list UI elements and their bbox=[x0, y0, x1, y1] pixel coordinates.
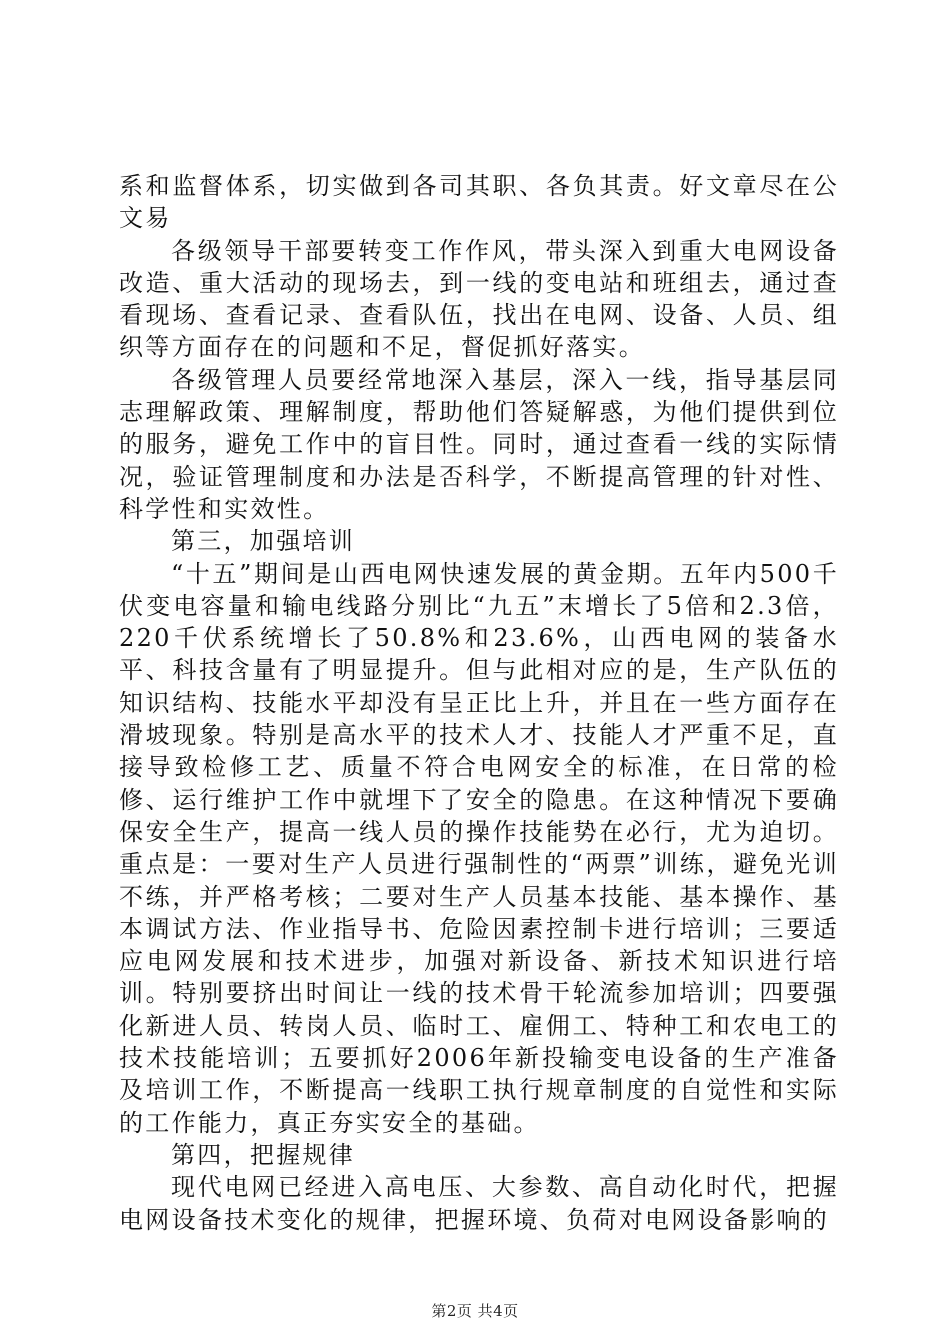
paragraph-2: 各级领导干部要转变工作作风，带头深入到重大电网设备改造、重大活动的现场去，到一线的变电站和班组去，通过查看现场、查看记录、查看队伍，找出在电网、设备、人员、组织等方面存在的问题和不足，督促抓好落实。 bbox=[119, 236, 839, 362]
section-heading-3: 第三，加强培训 bbox=[171, 527, 356, 556]
document-body bbox=[119, 170, 839, 1236]
section-heading-4: 第四，把握规律 bbox=[171, 1140, 356, 1169]
paragraph-4: “十五”期间是山西电网快速发展的黄金期。五年内500千伏变电容量和输电线路分别比“九五”末增长了5倍和2.3倍，220千伏系统增长了50.8%和23.6%，山西电网的装备水平、科技含量有了明显提升。但与此相对应的是，生产队伍的知识结构、技能水平却没有呈正比上升，并且在一些方面存在滑坡现象。特别是高水平的技术人才、技能人才严重不足，直接导致检修工艺、质量不符合电网安全的标准，在日常的检修、运行维护工作中就埋下了安全的隐患。在这种情况下要确保安全生产，提高一线人员的操作技能势在必行，尤为迫切。重点是：一要对生产人员进行强制性的“两票”训练，避免光训不练，并严格考核；二要对生产人员基本技能、基本操作、基本调试方法、作业指导书、危险因素控制卡进行培训；三要适应电网发展和技术进步，加强对新设备、新技术知识进行培训。特别要挤出时间让一线的技术骨干轮流参加培训；四要强化新进人员、转岗人员、临时工、雇佣工、特种工和农电工的技术技能培训；五要抓好2006年新投输变电设备的生产准备及培训工作，不断提高一线职工执行规章制度的自觉性和实际的工作能力，真正夯实安全的基础。 bbox=[119, 559, 839, 1137]
paragraph-3: 各级管理人员要经常地深入基层，深入一线，指导基层同志理解政策、理解制度，帮助他们答疑解惑，为他们提供到位的服务，避免工作中的盲目性。同时，通过查看一线的实际情况，验证管理制度和办法是否科学，不断提高管理的针对性、科学性和实效性。 bbox=[119, 365, 839, 523]
page-number-footer: 第2页 共4页 bbox=[431, 1302, 519, 1320]
paragraph-5: 现代电网已经进入高电压、大参数、高自动化时代，把握电网设备技术变化的规律，把握环境、负荷对电网设备影响的 bbox=[119, 1173, 839, 1234]
paragraph-1: 系和监督体系，切实做到各司其职、各负其责。好文章尽在公文易 bbox=[119, 172, 839, 233]
